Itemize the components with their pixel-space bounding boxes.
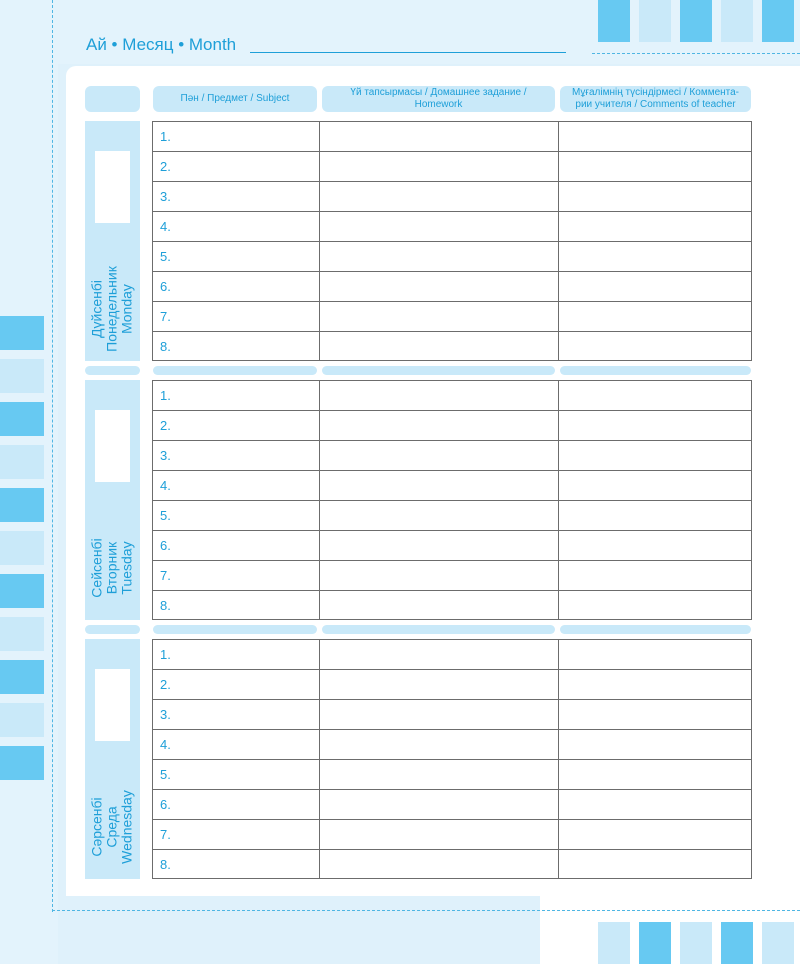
decor-square xyxy=(639,0,671,42)
table-row[interactable] xyxy=(153,850,751,880)
date-box[interactable] xyxy=(95,410,130,482)
row-number: 2. xyxy=(160,418,171,433)
decor-square xyxy=(639,922,671,964)
column-divider xyxy=(558,640,559,878)
left-margin-strip xyxy=(0,0,58,964)
table-row[interactable] xyxy=(153,212,751,242)
decor-square xyxy=(0,445,44,479)
table-row[interactable] xyxy=(153,640,751,670)
table-row[interactable] xyxy=(153,501,751,531)
decor-square xyxy=(0,359,44,393)
day-name-english: Wednesday xyxy=(118,790,135,864)
section-separator xyxy=(153,366,317,375)
table-row[interactable] xyxy=(153,760,751,790)
month-write-in-line[interactable] xyxy=(250,52,566,53)
row-number: 6. xyxy=(160,538,171,553)
table-row[interactable] xyxy=(153,242,751,272)
row-number: 8. xyxy=(160,857,171,872)
decor-square xyxy=(0,531,44,565)
section-separator xyxy=(560,366,751,375)
column-header-homework xyxy=(322,86,555,112)
header-corner-cell xyxy=(85,86,140,112)
row-number: 1. xyxy=(160,388,171,403)
table-row[interactable] xyxy=(153,411,751,441)
row-number: 7. xyxy=(160,309,171,324)
column-divider xyxy=(319,640,320,878)
table-row[interactable] xyxy=(153,790,751,820)
decor-square xyxy=(0,660,44,694)
day-label-wednesday xyxy=(85,639,140,879)
table-row[interactable] xyxy=(153,272,751,302)
table-row[interactable] xyxy=(153,730,751,760)
column-header-subject xyxy=(153,86,317,112)
column-divider xyxy=(558,122,559,360)
table-row[interactable] xyxy=(153,332,751,362)
day-name-english: Tuesday xyxy=(118,541,135,595)
decor-square xyxy=(721,0,753,42)
decor-square xyxy=(598,922,630,964)
decor-square xyxy=(680,0,712,42)
section-separator xyxy=(322,366,555,375)
row-number: 5. xyxy=(160,508,171,523)
column-divider xyxy=(558,381,559,619)
row-number: 3. xyxy=(160,189,171,204)
row-number: 1. xyxy=(160,647,171,662)
decor-square xyxy=(0,703,44,737)
decor-square xyxy=(762,0,794,42)
decor-square xyxy=(0,574,44,608)
day-name-kazakh: Сәрсенбі xyxy=(88,797,105,857)
row-number: 4. xyxy=(160,478,171,493)
decor-square xyxy=(0,746,44,780)
day-name-russian: Понедельник xyxy=(103,266,120,352)
day-name-kazakh: Дүйсенбі xyxy=(88,280,105,338)
table-row[interactable] xyxy=(153,152,751,182)
table-row[interactable] xyxy=(153,381,751,411)
row-number: 1. xyxy=(160,129,171,144)
column-divider xyxy=(319,381,320,619)
table-row[interactable] xyxy=(153,531,751,561)
row-number: 3. xyxy=(160,448,171,463)
table-row[interactable] xyxy=(153,591,751,621)
page-title: Ай • Месяц • Month xyxy=(86,35,237,54)
day-label-tuesday xyxy=(85,380,140,620)
row-number: 6. xyxy=(160,279,171,294)
table-row[interactable] xyxy=(153,561,751,591)
decor-square xyxy=(0,402,44,436)
column-divider xyxy=(319,122,320,360)
decor-square xyxy=(680,922,712,964)
section-separator xyxy=(560,625,751,634)
dashed-cut-line-bottom xyxy=(52,910,800,911)
column-header-comments xyxy=(560,86,751,112)
day-name xyxy=(90,790,135,864)
decor-square xyxy=(0,316,44,350)
table-row[interactable] xyxy=(153,441,751,471)
table-row[interactable] xyxy=(153,700,751,730)
day-label-monday xyxy=(85,121,140,361)
table-row[interactable] xyxy=(153,182,751,212)
row-number: 2. xyxy=(160,159,171,174)
row-number: 4. xyxy=(160,737,171,752)
row-number: 5. xyxy=(160,249,171,264)
decor-square xyxy=(762,922,794,964)
table-row[interactable] xyxy=(153,670,751,700)
column-header-label: Үй тапсырмасы / Домашнее задание / Homework xyxy=(350,87,527,110)
date-box[interactable] xyxy=(95,151,130,223)
day-name-russian: Среда xyxy=(103,806,120,848)
section-separator xyxy=(153,625,317,634)
section-separator xyxy=(322,625,555,634)
row-number: 2. xyxy=(160,677,171,692)
table-row[interactable] xyxy=(153,471,751,501)
column-header-label: Мұғалімнің түсіндірмесі / Коммента-рии учителя / Comments of teacher xyxy=(571,87,740,110)
row-number: 7. xyxy=(160,827,171,842)
section-separator xyxy=(85,366,140,375)
day-name xyxy=(90,266,135,352)
decor-square xyxy=(0,488,44,522)
section-separator xyxy=(85,625,140,634)
date-box[interactable] xyxy=(95,669,130,741)
row-number: 3. xyxy=(160,707,171,722)
dashed-cut-line-top xyxy=(592,53,800,54)
schedule-grid-monday xyxy=(152,121,752,361)
dashed-cut-line-vertical xyxy=(52,0,53,912)
schedule-grid-tuesday xyxy=(152,380,752,620)
column-header-label: Пән / Предмет / Subject xyxy=(180,93,290,104)
decor-square xyxy=(598,0,630,42)
day-name-russian: Вторник xyxy=(103,541,120,595)
table-row[interactable] xyxy=(153,820,751,850)
row-number: 7. xyxy=(160,568,171,583)
schedule-grid-wednesday xyxy=(152,639,752,879)
day-name xyxy=(90,538,135,597)
table-row[interactable] xyxy=(153,122,751,152)
row-number: 8. xyxy=(160,598,171,613)
day-name-kazakh: Сейсенбі xyxy=(88,538,105,598)
row-number: 5. xyxy=(160,767,171,782)
decor-square xyxy=(721,922,753,964)
day-name-english: Monday xyxy=(118,284,135,334)
table-row[interactable] xyxy=(153,302,751,332)
row-number: 4. xyxy=(160,219,171,234)
decor-square xyxy=(0,617,44,651)
row-number: 6. xyxy=(160,797,171,812)
row-number: 8. xyxy=(160,339,171,354)
